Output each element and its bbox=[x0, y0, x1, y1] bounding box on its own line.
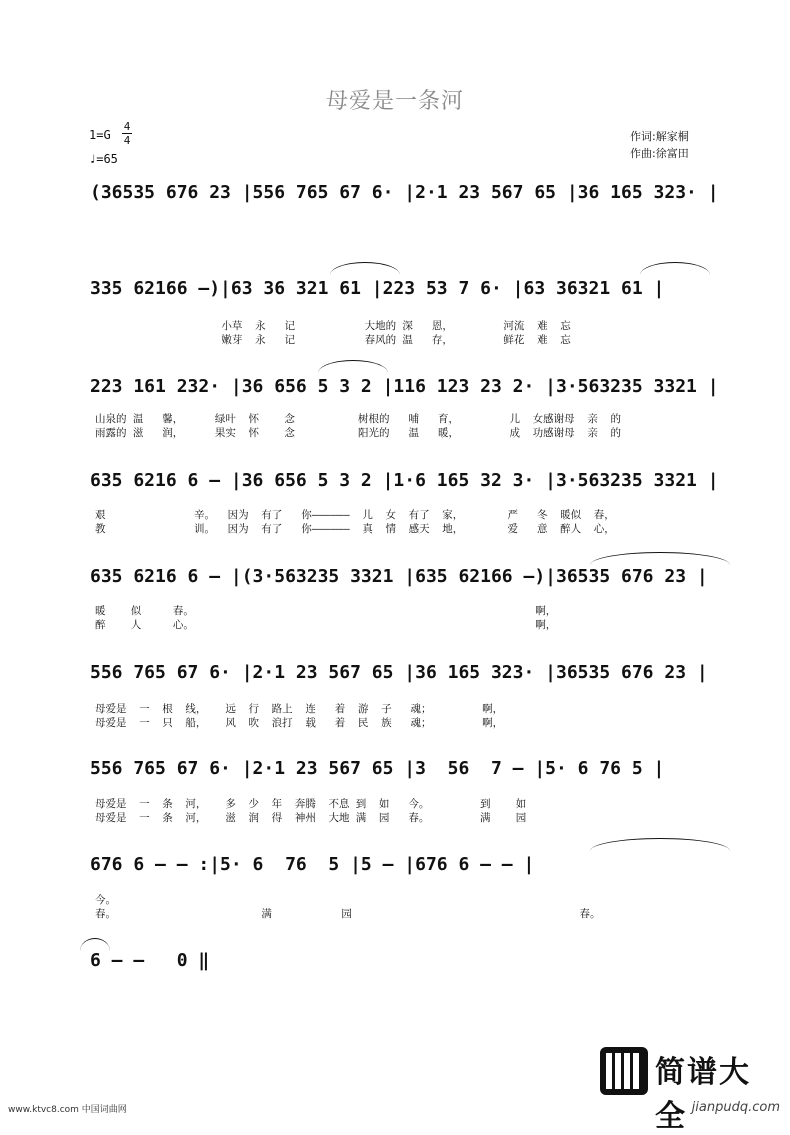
lyric-line: 山泉的 温 馨， 绿叶 怀 念 树根的 哺 育， 儿 女感谢母 亲 的 bbox=[95, 413, 621, 425]
lyric-line: 嫩芽 永 记 春风的 温 存， 鲜花 难 忘 bbox=[95, 334, 571, 346]
slur-mark bbox=[80, 938, 110, 951]
lyric-line: 暖 似 春。 啊， bbox=[95, 605, 557, 617]
lyric-line: 醉 人 心。 啊， bbox=[95, 619, 557, 631]
score-system bbox=[90, 662, 730, 696]
slur-mark bbox=[640, 262, 710, 275]
quarter-note-icon: ♩ bbox=[89, 152, 97, 166]
source-site: www.ktvc8.com 中国词曲网 bbox=[8, 1105, 127, 1115]
lyric-line: 雨露的 滋 润， 果实 怀 念 阳光的 温 暖， 成 功感谢母 亲 的 bbox=[95, 427, 621, 439]
tempo-value: =65 bbox=[96, 152, 118, 166]
lyric-line: 母爱是 一 根 线， 远 行 路上 连 着 游 子 魂； 啊， bbox=[95, 703, 504, 715]
tempo-marking bbox=[89, 152, 118, 166]
score-system bbox=[90, 758, 730, 792]
lyric-line: 母爱是 一 条 河， 滋 润 得 神州 大地 满 园 春。 满 园 bbox=[95, 812, 527, 824]
time-sig-top: 4 bbox=[123, 120, 131, 133]
time-sig-bottom: 4 bbox=[123, 134, 131, 147]
slur-mark bbox=[318, 360, 388, 373]
notes-line: 635 6216 6 – |(3·563235 3321 |635 62166 –)|36535 676 23 | bbox=[90, 566, 708, 587]
lyric-line: 今。 bbox=[95, 894, 116, 906]
time-signature bbox=[122, 120, 132, 147]
notes-line: 676 6 – – :|5· 6 76 5 |5 – |676 6 – – | bbox=[90, 854, 535, 875]
slur-mark bbox=[590, 552, 730, 565]
score-system bbox=[90, 376, 730, 410]
slur-mark bbox=[590, 838, 730, 851]
score-system bbox=[90, 854, 730, 888]
lyric-line: 艰 辛。 因为 有了 你—————— 儿 女 有了 家， 严 冬 暖似 春， bbox=[95, 509, 615, 521]
lyric-line: 教 训。 因为 有了 你—————— 真 情 感天 地， 爱 意 醉人 心， bbox=[95, 523, 615, 535]
lyric-line: 母爱是 一 条 河， 多 少 年 奔腾 不息 到 如 今。 到 如 bbox=[95, 798, 527, 810]
lyricist-credit: 作词:解家桐 bbox=[630, 130, 689, 143]
slur-mark bbox=[330, 262, 400, 275]
notes-line: 635 6216 6 – |36 656 5 3 2 |1·6 165 32 3· |3·563235 3321 | bbox=[90, 470, 719, 491]
composer-credit: 作曲:徐富田 bbox=[630, 147, 689, 160]
notes-line: 335 62166 –)|63 36 321 61 |223 53 7 6· |63 36321 61 | bbox=[90, 278, 665, 299]
brand-name: 简谱大全 bbox=[655, 1055, 751, 1134]
score-system bbox=[90, 566, 730, 600]
notes-line: 223 161 232· |36 656 5 3 2 |116 123 23 2· |3·563235 3321 | bbox=[90, 376, 719, 397]
key-signature: 1=G bbox=[89, 128, 111, 142]
lyric-line: 母爱是 一 只 船， 风 吹 浪打 载 着 民 族 魂； 啊， bbox=[95, 717, 504, 729]
score-system bbox=[90, 182, 730, 216]
notes-line: 556 765 67 6· |2·1 23 567 65 |36 165 323· |36535 676 23 | bbox=[90, 662, 708, 683]
piano-icon bbox=[600, 1047, 648, 1095]
brand-site: jianpudq.com bbox=[691, 1100, 780, 1115]
score-system bbox=[90, 950, 730, 984]
notes-line: (36535 676 23 |556 765 67 6· |2·1 23 567 65 |36 165 323· | bbox=[90, 182, 719, 203]
lyric-line: 春。 满 园 春。 bbox=[95, 908, 601, 920]
score-system bbox=[90, 278, 730, 312]
score-system bbox=[90, 470, 730, 504]
notes-line: 556 765 67 6· |2·1 23 567 65 |3 56 7 – |5· 6 76 5 | bbox=[90, 758, 665, 779]
notes-line: 6 – – 0 ‖ bbox=[90, 950, 210, 971]
lyric-line: 小草 永 记 大地的 深 恩， 河流 难 忘 bbox=[95, 320, 571, 332]
song-title: 母爱是一条河 bbox=[325, 89, 464, 114]
